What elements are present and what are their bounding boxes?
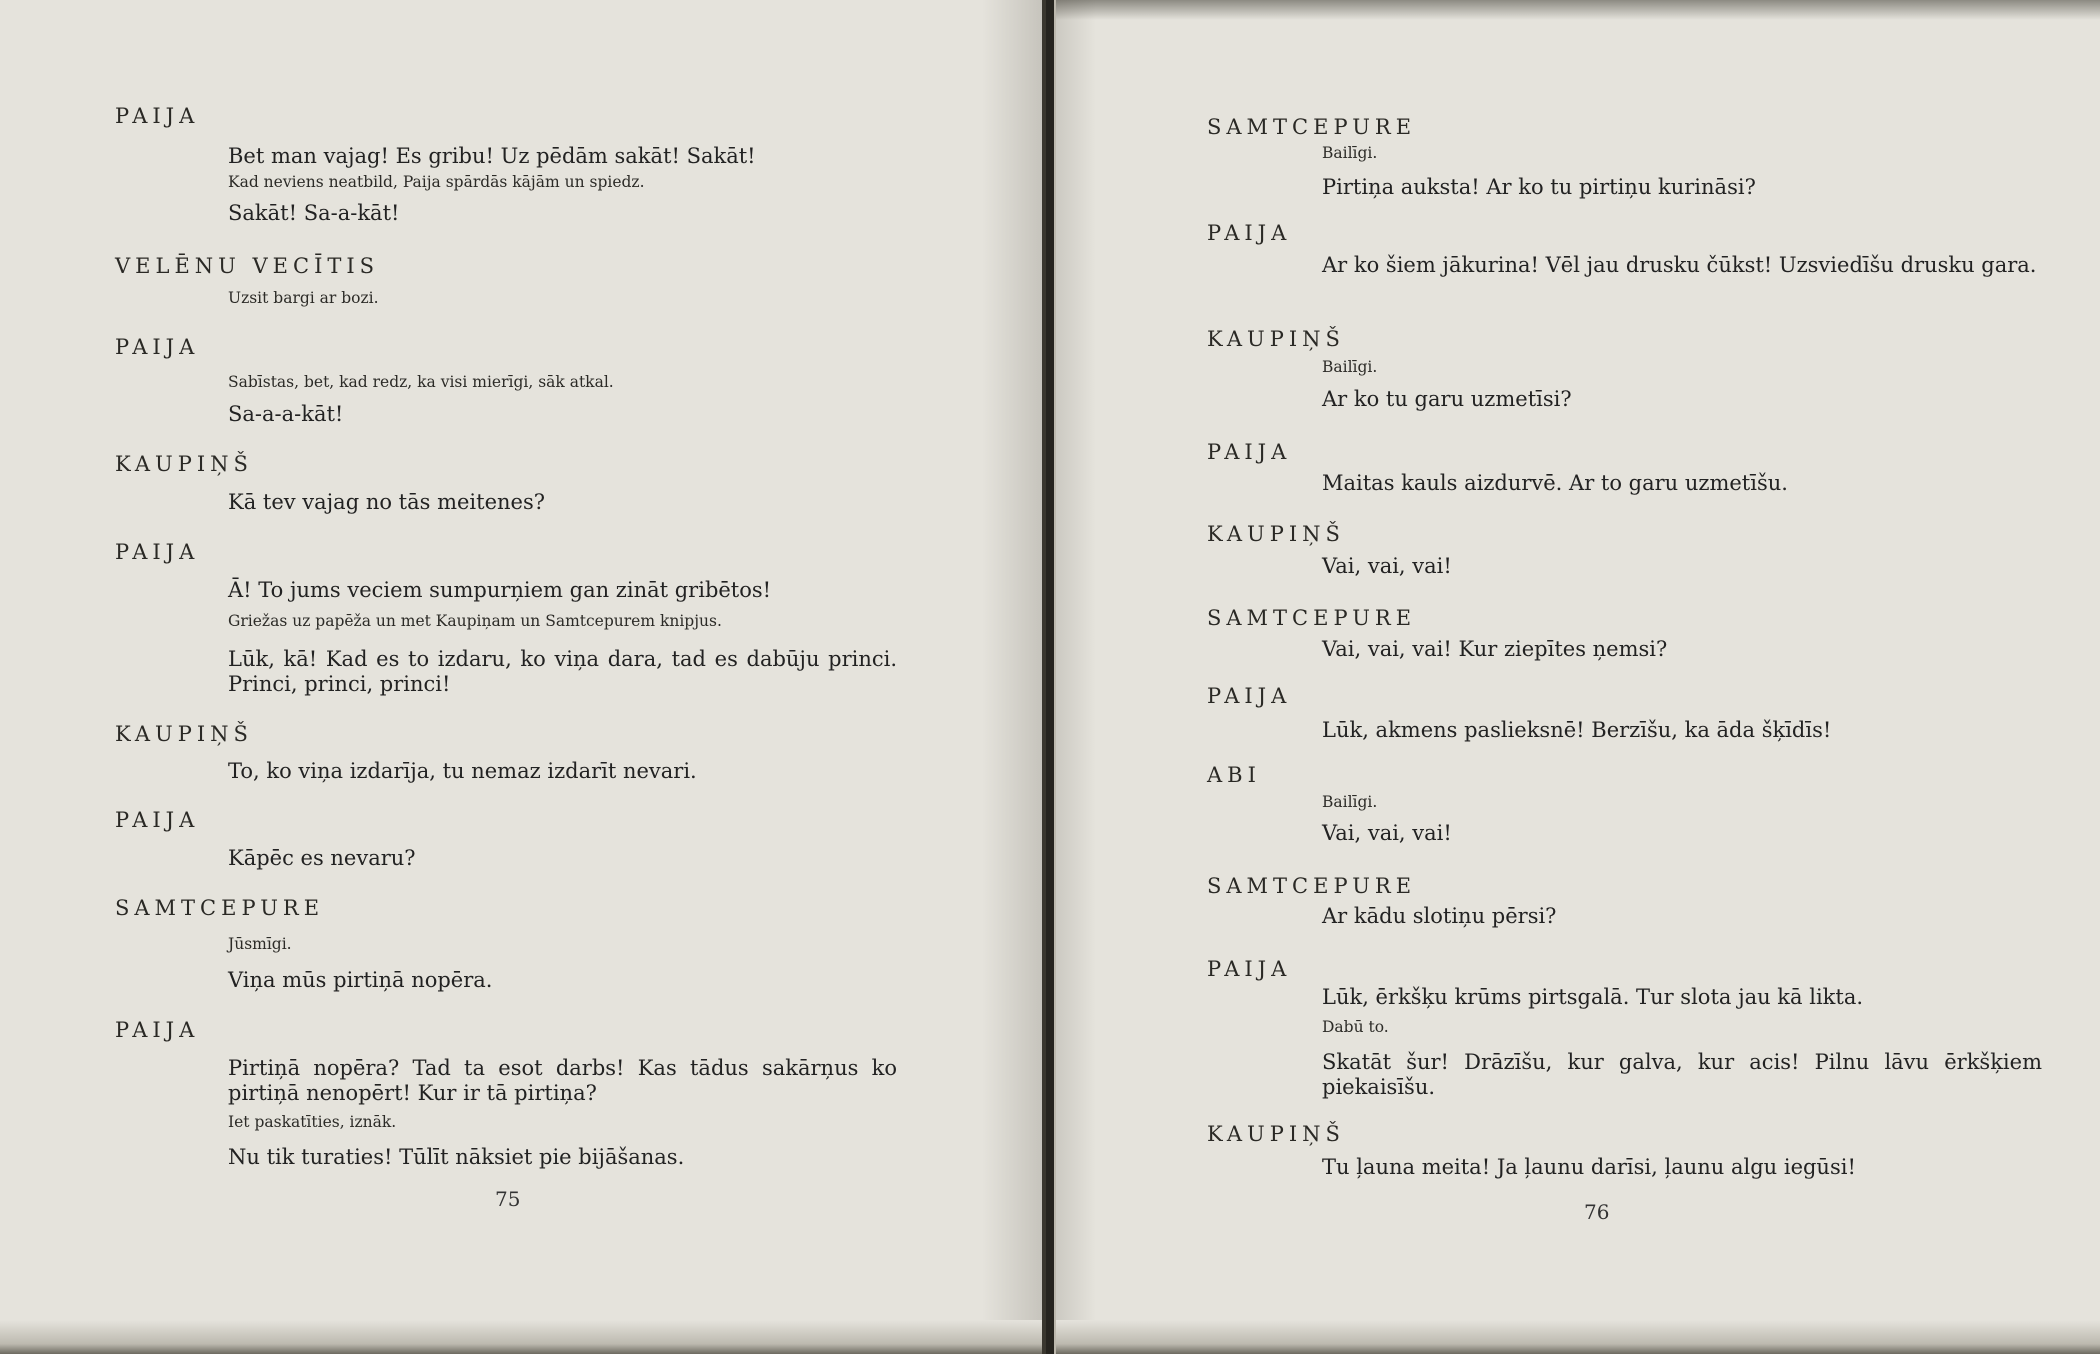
speaker-name: PAIJA <box>1207 440 1292 464</box>
page-top-edge <box>1056 0 2100 20</box>
dialogue-line: Bet man vajag! Es gribu! Uz pēdām sakāt! Sakāt! <box>228 144 756 168</box>
stage-direction: Dabū to. <box>1322 1018 1389 1036</box>
dialogue-line: Ar ko tu garu uzmetīsi? <box>1322 387 1572 411</box>
speaker-name: SAMTCEPURE <box>1207 606 1417 630</box>
page-number: 75 <box>495 1187 521 1211</box>
page-number: 76 <box>1584 1200 1610 1224</box>
speaker-name: KAUPIŅŠ <box>1207 522 1345 546</box>
speaker-name: PAIJA <box>115 540 200 564</box>
dialogue-line: Lūk, akmens paslieksnē! Berzīšu, ka āda šķīdīs! <box>1322 718 1832 742</box>
speaker-name: KAUPIŅŠ <box>1207 327 1345 351</box>
stage-direction: Bailīgi. <box>1322 144 1378 162</box>
speaker-name: ABI <box>1207 763 1261 787</box>
speaker-name: PAIJA <box>115 104 200 128</box>
speaker-name: PAIJA <box>1207 221 1292 245</box>
speaker-name: PAIJA <box>1207 684 1292 708</box>
stage-direction: Jūsmīgi. <box>228 935 292 953</box>
page-edge <box>0 1320 1042 1354</box>
dialogue-line: Viņa mūs pirtiņā nopēra. <box>228 968 493 992</box>
stage-direction: Sabīstas, bet, kad redz, ka visi mierīgi, sāk atkal. <box>228 373 614 391</box>
dialogue-line: Maitas kauls aizdurvē. Ar to garu uzmetīšu. <box>1322 471 1788 495</box>
speaker-name: PAIJA <box>1207 957 1292 981</box>
dialogue-line: Pirtiņa auksta! Ar ko tu pirtiņu kurināsi? <box>1322 175 1756 199</box>
dialogue-line: Sakāt! Sa-a-kāt! <box>228 201 400 225</box>
speaker-name: PAIJA <box>115 808 200 832</box>
right-page <box>1054 0 2100 1354</box>
dialogue-line: Nu tik turaties! Tūlīt nāksiet pie bijāšanas. <box>228 1145 685 1169</box>
speaker-name: SAMTCEPURE <box>1207 874 1417 898</box>
stage-direction: Griežas uz papēža un met Kaupiņam un Samtcepurem knipjus. <box>228 612 722 630</box>
gutter-shadow <box>1056 0 1096 1354</box>
dialogue-line: Vai, vai, vai! Kur ziepītes ņemsi? <box>1322 637 1668 661</box>
dialogue-line: Ā! To jums veciem sumpurņiem gan zināt gribētos! <box>228 578 772 602</box>
speaker-name: PAIJA <box>115 1018 200 1042</box>
speaker-name: SAMTCEPURE <box>1207 115 1417 139</box>
speaker-name: KAUPIŅŠ <box>115 722 253 746</box>
dialogue-line: Kāpēc es nevaru? <box>228 846 416 870</box>
dialogue-line: Vai, vai, vai! <box>1322 821 1452 845</box>
speaker-name: KAUPIŅŠ <box>115 452 253 476</box>
dialogue-line: Pirtiņā nopēra? Tad ta esot darbs! Kas tādus sakārņus ko pirtiņā nenopērt! Kur ir tā pirtiņa? <box>228 1056 897 1105</box>
stage-direction: Kad neviens neatbild, Paija spārdās kājām un spiedz. <box>228 173 645 191</box>
dialogue-line: Tu ļauna meita! Ja ļaunu darīsi, ļaunu algu iegūsi! <box>1322 1155 1856 1179</box>
gutter-shadow <box>982 0 1042 1354</box>
dialogue-line: Lūk, kā! Kad es to izdaru, ko viņa dara, tad es dabūju princi. Princi, princi, princi! <box>228 647 897 696</box>
dialogue-line: Lūk, ērkšķu krūms pirtsgalā. Tur slota jau kā likta. <box>1322 985 1864 1009</box>
dialogue-line: Ar kādu slotiņu pērsi? <box>1322 904 1557 928</box>
dialogue-line: Vai, vai, vai! <box>1322 554 1452 578</box>
speaker-name: SAMTCEPURE <box>115 896 325 920</box>
dialogue-line: Skatāt šur! Drāzīšu, kur galva, kur acis! Pilnu lāvu ērkšķiem piekaisīšu. <box>1322 1050 2042 1099</box>
dialogue-line: Sa-a-a-kāt! <box>228 402 344 426</box>
stage-direction: Bailīgi. <box>1322 358 1378 376</box>
left-page <box>0 0 1046 1354</box>
speaker-name: PAIJA <box>115 335 200 359</box>
page-edge <box>1056 1320 2100 1354</box>
dialogue-line: To, ko viņa izdarīja, tu nemaz izdarīt nevari. <box>228 759 697 783</box>
stage-direction: Iet paskatīties, iznāk. <box>228 1113 397 1131</box>
stage-direction: Bailīgi. <box>1322 793 1378 811</box>
dialogue-line: Ar ko šiem jākurina! Vēl jau drusku čūkst! Uzsviedīšu drusku gara. <box>1322 253 2037 277</box>
speaker-name: KAUPIŅŠ <box>1207 1122 1345 1146</box>
dialogue-line: Kā tev vajag no tās meitenes? <box>228 490 545 514</box>
speaker-name: VELĒNU VECĪTIS <box>115 254 380 278</box>
stage-direction: Uzsit bargi ar bozi. <box>228 289 379 307</box>
